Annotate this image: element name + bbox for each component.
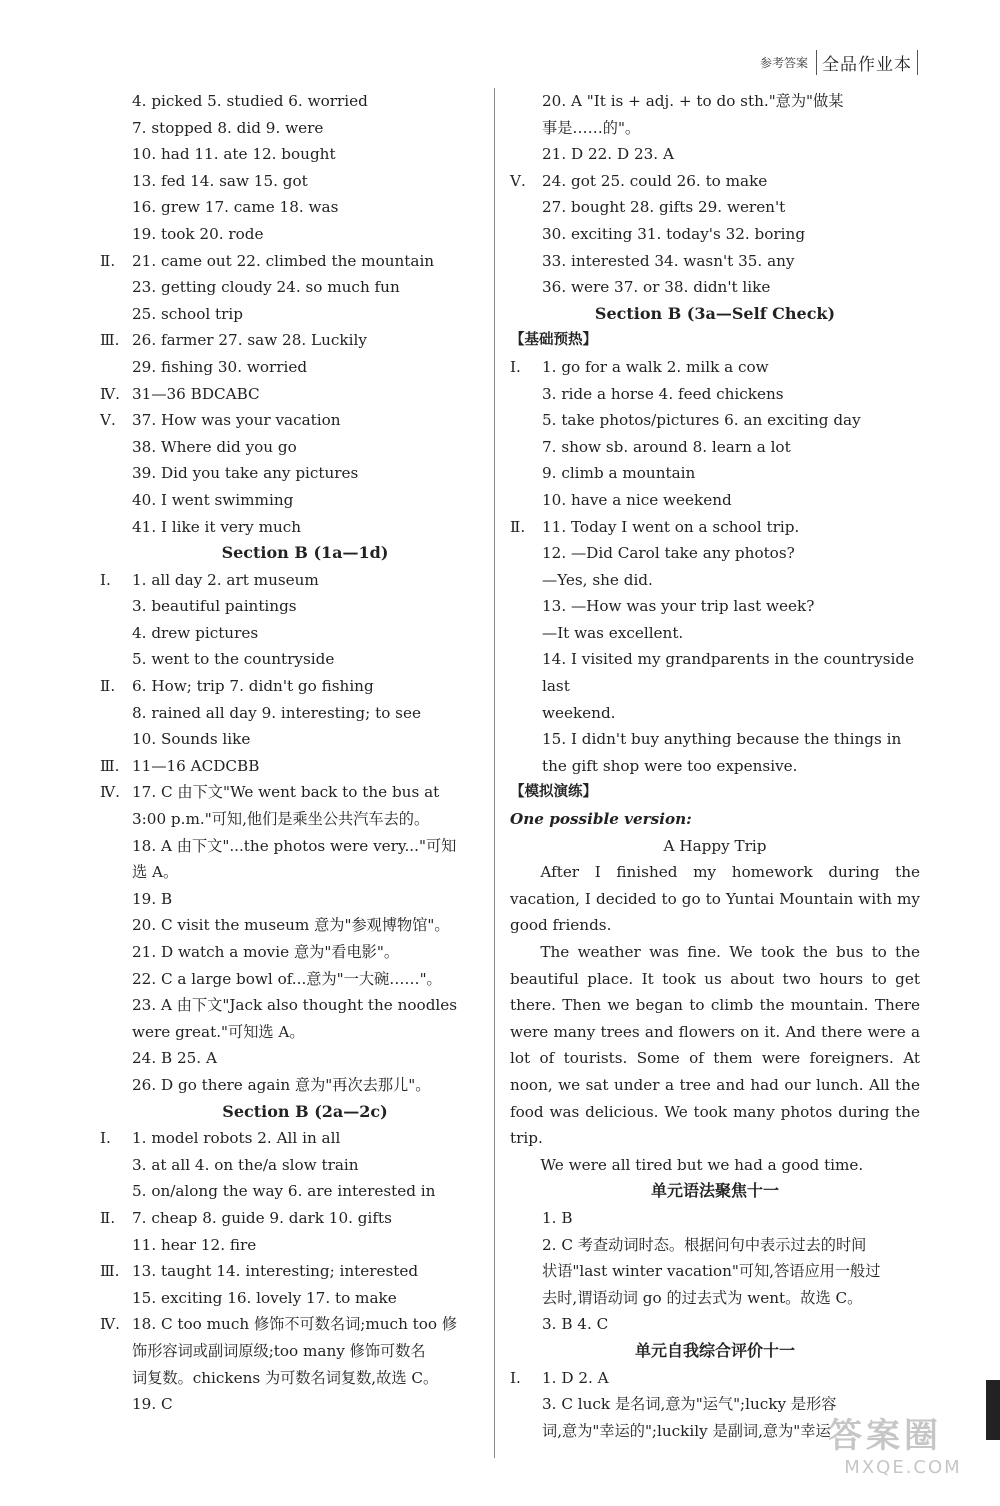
answer-line xyxy=(100,1205,510,1232)
answer-line xyxy=(100,381,510,408)
roman-numeral xyxy=(100,1232,132,1259)
answer-text: 3. at all 4. on the/a slow train xyxy=(132,1155,359,1174)
answer-line xyxy=(510,593,920,620)
answer-text: 事是……的"。 xyxy=(542,118,641,137)
roman-numeral xyxy=(100,912,132,939)
answer-text: 词,意为"幸运的";luckily 是副词,意为"幸运 xyxy=(542,1421,831,1440)
roman-numeral xyxy=(100,168,132,195)
roman-numeral xyxy=(510,726,542,753)
answer-line xyxy=(100,1285,510,1312)
roman-numeral xyxy=(510,88,542,115)
answer-line xyxy=(510,620,920,647)
answer-line xyxy=(100,1045,510,1072)
roman-numeral xyxy=(100,301,132,328)
roman-numeral xyxy=(100,115,132,142)
answer-line xyxy=(100,673,510,700)
answer-line xyxy=(100,301,510,328)
roman-numeral xyxy=(100,460,132,487)
roman-numeral: Ⅱ. xyxy=(100,1208,116,1227)
answer-text: 3. ride a horse 4. feed chickens xyxy=(542,384,784,403)
roman-numeral: Ⅰ. xyxy=(100,570,111,589)
answer-line xyxy=(100,434,510,461)
answer-line xyxy=(100,141,510,168)
roman-numeral xyxy=(100,221,132,248)
answer-line xyxy=(510,1258,920,1285)
answer-line xyxy=(100,1178,510,1205)
roman-numeral xyxy=(100,514,132,541)
answer-text: 24. B 25. A xyxy=(132,1049,217,1068)
answer-line xyxy=(100,753,510,780)
answer-text: 5. on/along the way 6. are interested in xyxy=(132,1182,436,1201)
roman-numeral xyxy=(100,726,132,753)
answer-line xyxy=(510,221,920,248)
answer-line xyxy=(510,514,920,541)
answer-text: 13. —How was your trip last week? xyxy=(542,597,815,616)
answer-line xyxy=(510,700,920,727)
answer-line xyxy=(100,1365,510,1392)
page-edge-tab xyxy=(986,1380,1000,1440)
answer-line xyxy=(100,274,510,301)
roman-numeral xyxy=(510,1391,542,1418)
answer-line xyxy=(510,115,920,142)
answer-text: 10. have a nice weekend xyxy=(542,490,732,509)
answer-line xyxy=(100,726,510,753)
answer-line xyxy=(510,141,920,168)
roman-numeral xyxy=(510,407,542,434)
answer-line xyxy=(100,514,510,541)
roman-numeral xyxy=(100,966,132,993)
answer-line xyxy=(100,1311,510,1338)
answer-text: 21. D watch a movie 意为"看电影"。 xyxy=(132,943,400,961)
answer-text: 3. beautiful paintings xyxy=(132,597,297,616)
answer-text: 10. Sounds like xyxy=(132,730,251,749)
answer-line xyxy=(510,354,920,381)
answer-text: 1. B xyxy=(542,1208,573,1227)
answer-text: 41. I like it very much xyxy=(132,517,302,536)
right-column xyxy=(510,88,920,1444)
roman-numeral xyxy=(510,1311,542,1338)
version-label: One possible version: xyxy=(510,810,692,829)
header-section-label: 参考答案 xyxy=(759,56,808,70)
answer-line xyxy=(100,88,510,115)
answer-text: 5. went to the countryside xyxy=(132,650,335,669)
answer-line xyxy=(510,1285,920,1312)
roman-numeral xyxy=(100,806,132,833)
answer-text: 19. C xyxy=(132,1395,173,1414)
roman-numeral xyxy=(100,487,132,514)
roman-numeral xyxy=(100,859,132,886)
roman-numeral: Ⅳ. xyxy=(100,1315,121,1334)
answer-line xyxy=(510,460,920,487)
answer-text: 11—16 ACDCBB xyxy=(132,756,260,775)
roman-numeral: Ⅰ. xyxy=(100,1129,111,1148)
answer-text: —It was excellent. xyxy=(542,623,684,642)
answer-text: 13. fed 14. saw 15. got xyxy=(132,171,308,190)
roman-numeral xyxy=(510,1285,542,1312)
answer-line xyxy=(100,939,510,966)
page-header xyxy=(760,50,918,75)
roman-numeral xyxy=(100,833,132,860)
roman-numeral xyxy=(100,593,132,620)
roman-numeral xyxy=(510,487,542,514)
section-heading: 单元语法聚焦十一 xyxy=(650,1181,779,1201)
answer-line xyxy=(100,1232,510,1259)
section-heading: Section B (3a—Self Check) xyxy=(594,303,836,323)
roman-numeral xyxy=(100,700,132,727)
roman-numeral xyxy=(100,1045,132,1072)
roman-numeral: Ⅴ. xyxy=(100,411,116,430)
answer-line xyxy=(100,327,510,354)
answer-line xyxy=(510,88,920,115)
answer-text: 3:00 p.m."可知,他们是乘坐公共汽车去的。 xyxy=(132,810,430,829)
answer-text: 10. had 11. ate 12. bought xyxy=(132,145,336,164)
roman-numeral xyxy=(510,1418,542,1445)
roman-numeral xyxy=(100,1391,132,1418)
answer-line xyxy=(100,1019,510,1046)
answer-text: the gift shop were too expensive. xyxy=(542,756,798,775)
answer-text: 15. exciting 16. lovely 17. to make xyxy=(132,1288,397,1307)
roman-numeral: Ⅲ. xyxy=(100,756,120,775)
answer-text: 17. C 由下文"We went back to the bus at xyxy=(132,783,440,802)
answer-text: 25. school trip xyxy=(132,304,243,323)
roman-numeral xyxy=(100,1338,132,1365)
header-brand: 全品作业本 xyxy=(816,50,918,75)
answer-text: 19. B xyxy=(132,889,173,908)
roman-numeral xyxy=(100,274,132,301)
roman-numeral xyxy=(510,1258,542,1285)
answer-line xyxy=(100,593,510,620)
answer-line xyxy=(100,966,510,993)
answer-text: 20. A "It is + adj. + to do sth."意为"做某 xyxy=(542,92,844,110)
answer-text: 14. I visited my grandparents in the countryside last xyxy=(542,650,915,696)
answer-line xyxy=(100,1125,510,1152)
answer-text: 7. cheap 8. guide 9. dark 10. gifts xyxy=(132,1208,392,1227)
answer-line xyxy=(100,1152,510,1179)
roman-numeral xyxy=(510,248,542,275)
answer-line xyxy=(510,646,920,699)
section-heading: Section B (1a—1d) xyxy=(221,543,389,563)
roman-numeral: Ⅲ. xyxy=(100,331,120,350)
roman-numeral xyxy=(510,593,542,620)
roman-numeral xyxy=(100,992,132,1019)
answer-text: 18. A 由下文"...the photos were very..."可知 xyxy=(132,836,457,855)
answer-line xyxy=(100,115,510,142)
answer-line xyxy=(100,859,510,886)
answer-text: 31—36 BDCABC xyxy=(132,384,260,403)
answer-text: —Yes, she did. xyxy=(542,570,653,589)
answer-line xyxy=(510,407,920,434)
answer-text: 11. Today I went on a school trip. xyxy=(542,517,800,536)
answer-line xyxy=(510,274,920,301)
roman-numeral xyxy=(510,460,542,487)
answer-text: 30. exciting 31. today's 32. boring xyxy=(542,224,806,243)
roman-numeral: Ⅱ. xyxy=(100,251,116,270)
roman-numeral xyxy=(510,221,542,248)
roman-numeral: Ⅴ. xyxy=(510,171,526,190)
answer-text: 40. I went swimming xyxy=(132,490,294,509)
roman-numeral: Ⅳ. xyxy=(100,384,121,403)
answer-text: 22. C a large bowl of...意为"一大碗……"。 xyxy=(132,969,442,988)
roman-numeral xyxy=(510,434,542,461)
answer-text: 7. stopped 8. did 9. were xyxy=(132,118,324,137)
watermark-url: MXQE.COM xyxy=(844,1457,962,1478)
answer-text: 9. climb a mountain xyxy=(542,464,696,483)
answer-line xyxy=(100,1391,510,1418)
section-heading: 单元自我综合评价十一 xyxy=(634,1340,795,1360)
answer-text: 去时,谓语动词 go 的过去式为 went。故选 C。 xyxy=(542,1288,863,1307)
watermark-text: 答案圈 xyxy=(828,1416,942,1456)
roman-numeral xyxy=(510,700,542,727)
answer-line xyxy=(510,1205,920,1232)
answer-text: 23. getting cloudy 24. so much fun xyxy=(132,278,400,297)
answer-text: 36. were 37. or 38. didn't like xyxy=(542,278,771,297)
answer-line xyxy=(100,833,510,860)
answer-text: 饰形容词或副词原级;too many 修饰可数名 xyxy=(132,1341,426,1360)
roman-numeral xyxy=(510,115,542,142)
answer-line xyxy=(100,620,510,647)
answer-text: 38. Where did you go xyxy=(132,437,297,456)
watermark-logo xyxy=(828,1408,978,1498)
block-tag: 【基础预热】 xyxy=(510,332,597,349)
answer-line xyxy=(100,460,510,487)
answer-line xyxy=(510,1232,920,1259)
answer-text: 选 A。 xyxy=(132,863,179,882)
answer-line xyxy=(510,248,920,275)
answer-line xyxy=(100,221,510,248)
section-heading: Section B (2a—2c) xyxy=(222,1101,388,1121)
answer-text: 1. go for a walk 2. milk a cow xyxy=(542,357,769,376)
roman-numeral xyxy=(510,274,542,301)
answer-line xyxy=(100,992,510,1019)
roman-numeral xyxy=(100,939,132,966)
answer-text: 24. got 25. could 26. to make xyxy=(542,171,768,190)
roman-numeral xyxy=(510,646,542,699)
answer-text: 21. D 22. D 23. A xyxy=(542,145,674,164)
roman-numeral xyxy=(510,381,542,408)
answer-text: were great."可知选 A。 xyxy=(132,1022,305,1041)
answer-line xyxy=(510,1365,920,1392)
essay-paragraph: We were all tired but we had a good time. xyxy=(540,1155,864,1174)
essay-paragraph: The weather was fine. We took the bus to the beautiful place. It took us about two hours to get there. Then we began to climb the mountain. There were many trees and flowers on it. And there were a lot of tourists. Some of them were foreigners. At noon, we sat under a tree and had our lunch. All the food was delicious. We took many photos during the trip. xyxy=(510,943,920,1148)
roman-numeral xyxy=(100,1019,132,1046)
answer-text: 33. interested 34. wasn't 35. any xyxy=(542,251,795,270)
answer-text: 20. C visit the museum 意为"参观博物馆"。 xyxy=(132,916,450,935)
answer-line xyxy=(100,1072,510,1099)
roman-numeral: Ⅳ. xyxy=(100,783,121,802)
answer-text: 19. took 20. rode xyxy=(132,224,264,243)
answer-text: 1. all day 2. art museum xyxy=(132,570,319,589)
roman-numeral xyxy=(100,141,132,168)
answer-line xyxy=(100,779,510,806)
answer-line xyxy=(100,168,510,195)
answer-line xyxy=(100,354,510,381)
answer-text: 4. picked 5. studied 6. worried xyxy=(132,92,368,110)
roman-numeral: Ⅰ. xyxy=(510,1368,521,1387)
roman-numeral xyxy=(510,753,542,780)
answer-text: 27. bought 28. gifts 29. weren't xyxy=(542,198,786,217)
block-tag: 【模拟演练】 xyxy=(510,784,597,801)
roman-numeral xyxy=(100,646,132,673)
answer-line xyxy=(100,407,510,434)
answer-line xyxy=(100,1338,510,1365)
answer-text: 4. drew pictures xyxy=(132,623,259,642)
answer-line xyxy=(100,194,510,221)
answer-line xyxy=(100,1258,510,1285)
answer-text: 2. C 考查动词时态。根据问句中表示过去的时间 xyxy=(542,1235,867,1254)
answer-text: 26. farmer 27. saw 28. Luckily xyxy=(132,331,367,350)
answer-text: 37. How was your vacation xyxy=(132,411,341,430)
answer-text: 13. taught 14. interesting; interested xyxy=(132,1262,419,1281)
roman-numeral xyxy=(510,540,542,567)
left-column xyxy=(100,88,510,1418)
answer-line xyxy=(510,168,920,195)
roman-numeral: Ⅰ. xyxy=(510,357,521,376)
roman-numeral xyxy=(100,1365,132,1392)
roman-numeral xyxy=(100,886,132,913)
answer-text: 状语"last winter vacation"可知,答语应用一般过 xyxy=(542,1262,881,1281)
answer-text: 1. D 2. A xyxy=(542,1368,609,1387)
roman-numeral xyxy=(510,141,542,168)
answer-text: 词复数。chickens 为可数名词复数,故选 C。 xyxy=(132,1368,439,1387)
roman-numeral xyxy=(100,620,132,647)
roman-numeral xyxy=(100,88,132,115)
answer-text: 8. rained all day 9. interesting; to see xyxy=(132,703,421,722)
roman-numeral: Ⅱ. xyxy=(510,517,526,536)
answer-line xyxy=(100,806,510,833)
roman-numeral xyxy=(100,1178,132,1205)
answer-line xyxy=(510,540,920,567)
roman-numeral xyxy=(100,434,132,461)
answer-line xyxy=(100,912,510,939)
answer-text: 29. fishing 30. worried xyxy=(132,357,308,376)
essay-title: A Happy Trip xyxy=(663,836,767,855)
answer-text: 26. D go there again 意为"再次去那儿"。 xyxy=(132,1075,431,1094)
answer-line xyxy=(510,567,920,594)
answer-text: 12. —Did Carol take any photos? xyxy=(542,544,795,563)
answer-line xyxy=(510,1311,920,1338)
roman-numeral xyxy=(100,354,132,381)
answer-line xyxy=(510,434,920,461)
answer-text: weekend. xyxy=(542,703,616,722)
answer-text: 6. How; trip 7. didn't go fishing xyxy=(132,677,374,696)
answer-line xyxy=(100,567,510,594)
answer-text: 39. Did you take any pictures xyxy=(132,464,359,483)
answer-text: 16. grew 17. came 18. was xyxy=(132,198,339,217)
answer-text: 3. C luck 是名词,意为"运气";lucky 是形容 xyxy=(542,1395,837,1414)
roman-numeral: Ⅱ. xyxy=(100,677,116,696)
answer-text: 18. C too much 修饰不可数名词;much too 修 xyxy=(132,1315,458,1334)
roman-numeral: Ⅲ. xyxy=(100,1262,120,1281)
answer-line xyxy=(510,194,920,221)
roman-numeral xyxy=(510,620,542,647)
roman-numeral xyxy=(510,1205,542,1232)
roman-numeral xyxy=(510,567,542,594)
answer-line xyxy=(100,700,510,727)
roman-numeral xyxy=(510,1232,542,1259)
answer-text: 1. model robots 2. All in all xyxy=(132,1129,341,1148)
roman-numeral xyxy=(100,194,132,221)
answer-line xyxy=(100,646,510,673)
answer-text: 21. came out 22. climbed the mountain xyxy=(132,251,435,270)
answer-text: 5. take photos/pictures 6. an exciting day xyxy=(542,411,861,430)
answer-line xyxy=(510,753,920,780)
roman-numeral xyxy=(100,1152,132,1179)
answer-text: 7. show sb. around 8. learn a lot xyxy=(542,437,791,456)
answer-line xyxy=(100,487,510,514)
essay-paragraph: After I finished my homework during the vacation, I decided to go to Yuntai Mountain with my good friends. xyxy=(510,863,920,935)
roman-numeral xyxy=(510,194,542,221)
answer-line xyxy=(510,487,920,514)
answer-line xyxy=(510,726,920,753)
answer-text: 11. hear 12. fire xyxy=(132,1235,257,1254)
answer-line xyxy=(100,248,510,275)
answer-text: 15. I didn't buy anything because the things in xyxy=(542,730,902,749)
roman-numeral xyxy=(100,1072,132,1099)
answer-line xyxy=(100,886,510,913)
answer-text: 3. B 4. C xyxy=(542,1315,609,1334)
answer-text: 23. A 由下文"Jack also thought the noodles xyxy=(132,996,458,1015)
answer-line xyxy=(510,381,920,408)
roman-numeral xyxy=(100,1285,132,1312)
